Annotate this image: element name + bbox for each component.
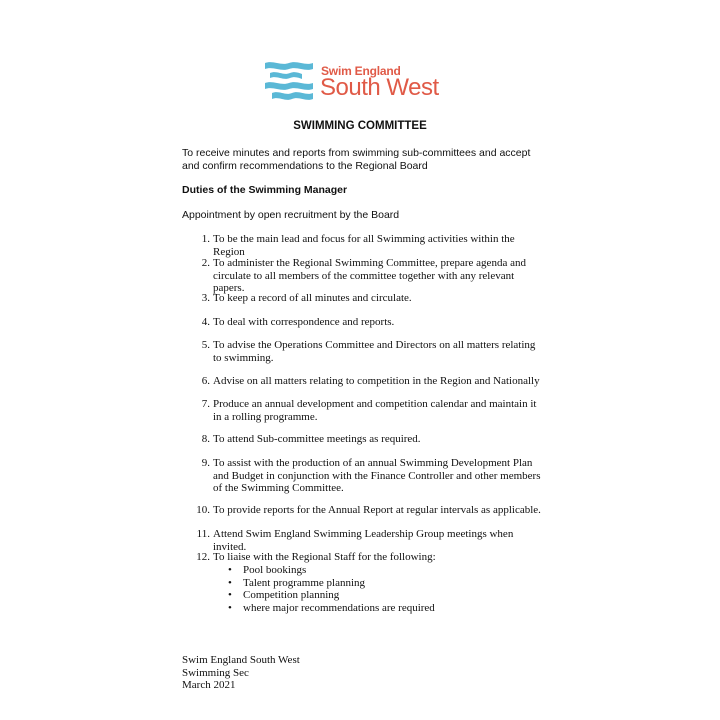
- sub-item-text: Pool bookings: [243, 564, 307, 576]
- list-item-text: Advise on all matters relating to competition in the Region and Nationally: [213, 375, 540, 387]
- list-item-number: 9.: [201, 457, 210, 469]
- list-item-text: Attend Swim England Swimming Leadership Group meetings when invited.: [213, 528, 514, 553]
- sub-item-text: Competition planning: [243, 589, 340, 601]
- duties-heading: Duties of the Swimming Manager: [182, 184, 348, 196]
- list-item-number: 1.: [201, 233, 210, 245]
- wave-logo-icon: [264, 60, 314, 104]
- list-item-text: To be the main lead and focus for all Swimming activities within the Region: [213, 233, 515, 258]
- sub-list-item: [228, 577, 435, 590]
- footer-date: March 2021: [182, 679, 236, 691]
- document-footer: [182, 654, 300, 692]
- swim-england-logo: [264, 60, 464, 104]
- list-item-text: To provide reports for the Annual Report at regular intervals as applicable.: [213, 504, 541, 516]
- list-item-number: 8.: [201, 433, 210, 445]
- list-item-text: Produce an annual development and competition calendar and maintain it in a rolling programme.: [213, 398, 537, 423]
- list-item-text: To liaise with the Regional Staff for the following:: [213, 551, 436, 563]
- bullet-icon: •: [228, 576, 232, 589]
- list-item-text: To administer the Regional Swimming Committee, prepare agenda and circulate to all members of the committee together with any relevant papers.: [213, 257, 526, 294]
- list-item-number: 2.: [201, 257, 210, 269]
- bullet-icon: •: [228, 589, 232, 601]
- footer-author: Swimming Sec: [182, 666, 249, 679]
- list-item-number: 5.: [201, 339, 210, 351]
- list-item-text: To deal with correspondence and reports.: [213, 316, 395, 328]
- list-item-number: 4.: [201, 316, 210, 328]
- footer-organisation: Swim England South West: [182, 654, 300, 666]
- list-item-number: 3.: [201, 292, 210, 304]
- list-item-text: To assist with the production of an annual Swimming Development Plan and Budget in conjunction with the Finance Controller and other members of the Swimming Committee.: [213, 457, 541, 494]
- sub-list-item: [228, 602, 435, 615]
- bullet-icon: •: [228, 564, 232, 576]
- appointment-note: Appointment by open recruitment by the Board: [182, 209, 400, 221]
- sub-item-text: Talent programme planning: [243, 576, 366, 589]
- sub-list-item: [228, 564, 435, 577]
- sub-list-item: [228, 589, 435, 602]
- committee-purpose: To receive minutes and reports from swimming sub-committees and accept and confirm recommendations to the Regional Board: [182, 147, 531, 172]
- list-item-number: 12.: [196, 551, 210, 563]
- list-item-text: To attend Sub-committee meetings as required.: [213, 433, 421, 445]
- logo-small-text: Swim England: [321, 64, 401, 78]
- sub-item-text: where major recommendations are required: [243, 601, 435, 614]
- logo-big-text: South West: [320, 74, 439, 101]
- bullet-icon: •: [228, 601, 232, 614]
- document-title: SWIMMING COMMITTEE: [293, 120, 427, 132]
- list-item-number: 6.: [201, 375, 210, 387]
- sub-item-list: [228, 564, 435, 614]
- list-item-number: 7.: [201, 398, 210, 410]
- list-item-text: To keep a record of all minutes and circulate.: [213, 292, 412, 304]
- list-item-text: To advise the Operations Committee and Directors on all matters relating to swimming.: [213, 339, 536, 364]
- list-item-number: 10.: [196, 504, 210, 516]
- list-item-number: 11.: [196, 528, 210, 540]
